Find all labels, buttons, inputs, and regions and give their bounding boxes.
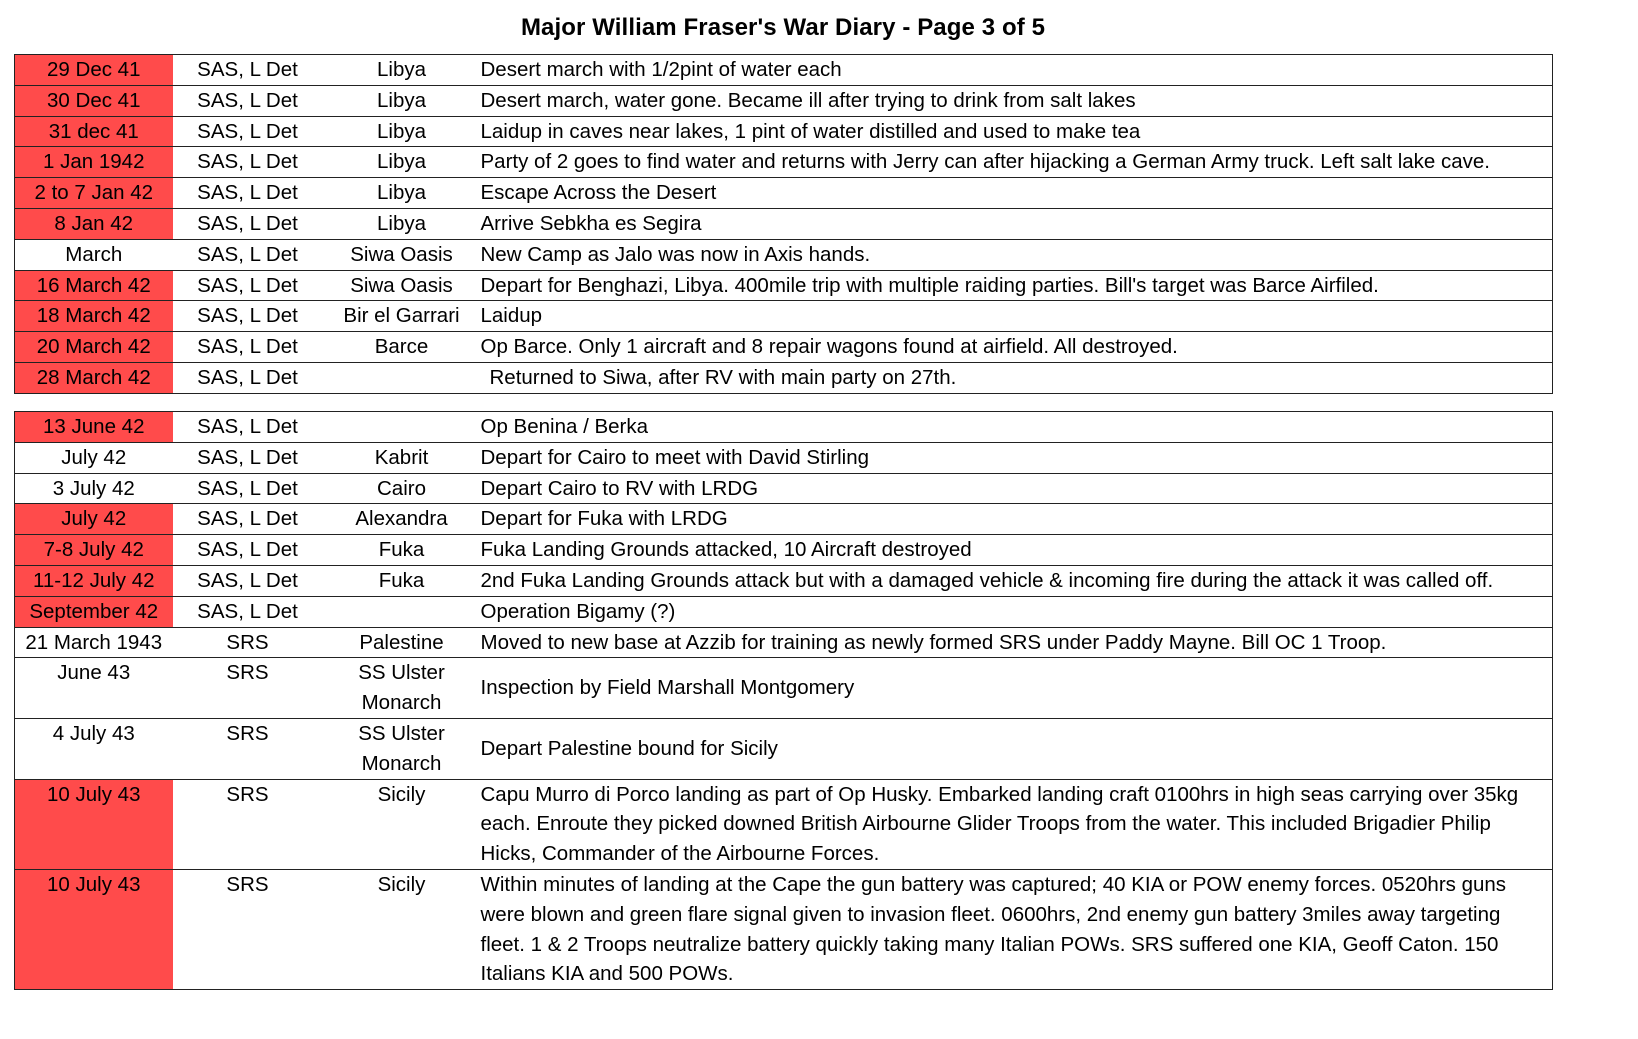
location-cell: Libya (323, 116, 481, 147)
date-cell: July 42 (15, 504, 173, 535)
description-cell: Laidup (481, 301, 1553, 332)
location-cell: Barce (323, 332, 481, 363)
description-cell: New Camp as Jalo was now in Axis hands. (481, 239, 1553, 270)
unit-cell: SRS (173, 869, 323, 989)
description-cell: Arrive Sebkha es Segira (481, 208, 1553, 239)
location-cell: Fuka (323, 565, 481, 596)
description-cell: Party of 2 goes to find water and returns with Jerry can after hijacking a German Army truck. Left salt lake cave. (481, 147, 1553, 178)
diary-row (15, 301, 1553, 332)
date-cell: 10 July 43 (15, 869, 173, 989)
diary-row (15, 596, 1553, 627)
unit-cell: SRS (173, 658, 323, 719)
diary-row (15, 332, 1553, 363)
description-cell: Depart for Cairo to meet with David Stirling (481, 442, 1553, 473)
diary-row (15, 147, 1553, 178)
location-cell: Siwa Oasis (323, 270, 481, 301)
location-cell: SS Ulster Monarch (323, 718, 481, 779)
date-cell: 8 Jan 42 (15, 208, 173, 239)
unit-cell: SAS, L Det (173, 55, 323, 86)
diary-table-section-2 (14, 411, 1553, 990)
location-cell: Fuka (323, 535, 481, 566)
description-cell: 2nd Fuka Landing Grounds attack but with a damaged vehicle & incoming fire during the attack it was called off. (481, 565, 1553, 596)
description-cell: Depart for Fuka with LRDG (481, 504, 1553, 535)
diary-row (15, 442, 1553, 473)
diary-row (15, 718, 1553, 779)
description-cell: Returned to Siwa, after RV with main party on 27th. (481, 362, 1553, 393)
description-cell: Capu Murro di Porco landing as part of Op Husky. Embarked landing craft 0100hrs in high seas carrying over 35kg each. Enroute they picked downed British Airbourne Glider Troops from the water. This included Brigadier Philip Hicks, Commander of the Airbourne Forces. (481, 779, 1553, 869)
description-cell: Depart for Benghazi, Libya. 400mile trip with multiple raiding parties. Bill's target was Barce Airfiled. (481, 270, 1553, 301)
description-cell: Fuka Landing Grounds attacked, 10 Aircraft destroyed (481, 535, 1553, 566)
date-cell: 11-12 July 42 (15, 565, 173, 596)
unit-cell: SAS, L Det (173, 239, 323, 270)
date-cell: 20 March 42 (15, 332, 173, 363)
date-cell: 7-8 July 42 (15, 535, 173, 566)
location-cell: Sicily (323, 779, 481, 869)
unit-cell: SAS, L Det (173, 565, 323, 596)
description-cell: Operation Bigamy (?) (481, 596, 1553, 627)
location-cell: Sicily (323, 869, 481, 989)
date-cell: 2 to 7 Jan 42 (15, 178, 173, 209)
description-cell: Desert march with 1/2pint of water each (481, 55, 1553, 86)
diary-row (15, 85, 1553, 116)
unit-cell: SAS, L Det (173, 473, 323, 504)
date-cell: September 42 (15, 596, 173, 627)
location-cell: Libya (323, 147, 481, 178)
description-cell: Laidup in caves near lakes, 1 pint of water distilled and used to make tea (481, 116, 1553, 147)
diary-table-section-1 (14, 54, 1553, 394)
description-cell: Depart Cairo to RV with LRDG (481, 473, 1553, 504)
diary-row (15, 116, 1553, 147)
unit-cell: SAS, L Det (173, 147, 323, 178)
location-cell: Kabrit (323, 442, 481, 473)
location-cell (323, 596, 481, 627)
diary-row (15, 504, 1553, 535)
description-cell: Moved to new base at Azzib for training as newly formed SRS under Paddy Mayne. Bill OC 1 Troop. (481, 627, 1553, 658)
date-cell: 21 March 1943 (15, 627, 173, 658)
date-cell: July 42 (15, 442, 173, 473)
diary-row (15, 362, 1553, 393)
diary-row (15, 658, 1553, 719)
location-cell: Libya (323, 55, 481, 86)
date-cell: 28 March 42 (15, 362, 173, 393)
page-title: Major William Fraser's War Diary - Page 3 of 5 (520, 14, 1046, 41)
unit-cell: SAS, L Det (173, 442, 323, 473)
date-cell: 29 Dec 41 (15, 55, 173, 86)
diary-row (15, 869, 1553, 989)
location-cell (323, 412, 481, 443)
description-cell: Op Benina / Berka (481, 412, 1553, 443)
location-cell (323, 362, 481, 393)
diary-row (15, 270, 1553, 301)
location-cell: Palestine (323, 627, 481, 658)
location-cell: SS Ulster Monarch (323, 658, 481, 719)
diary-row (15, 627, 1553, 658)
unit-cell: SAS, L Det (173, 85, 323, 116)
diary-row (15, 779, 1553, 869)
diary-row (15, 535, 1553, 566)
description-cell: Op Barce. Only 1 aircraft and 8 repair wagons found at airfield. All destroyed. (481, 332, 1553, 363)
description-cell: Desert march, water gone. Became ill after trying to drink from salt lakes (481, 85, 1553, 116)
unit-cell: SAS, L Det (173, 178, 323, 209)
description-cell: Depart Palestine bound for Sicily (481, 718, 1553, 779)
unit-cell: SAS, L Det (173, 208, 323, 239)
description-cell: Escape Across the Desert (481, 178, 1553, 209)
date-cell: June 43 (15, 658, 173, 719)
diary-row (15, 239, 1553, 270)
date-cell: March (15, 239, 173, 270)
diary-row (15, 565, 1553, 596)
description-cell: Within minutes of landing at the Cape the gun battery was captured; 40 KIA or POW enemy forces. 0520hrs guns were blown and green flare signal given to invasion fleet. 0600hrs, 2nd enemy gun battery 3miles away targeting fleet. 1 & 2 Troops neutralize battery quickly taking many Italian POWs. SRS suffered one KIA, Geoff Caton. 150 Italians KIA and 500 POWs. (481, 869, 1553, 989)
unit-cell: SAS, L Det (173, 596, 323, 627)
unit-cell: SAS, L Det (173, 362, 323, 393)
diary-row (15, 412, 1553, 443)
location-cell: Alexandra (323, 504, 481, 535)
description-cell: Inspection by Field Marshall Montgomery (481, 658, 1553, 719)
unit-cell: SAS, L Det (173, 412, 323, 443)
location-cell: Cairo (323, 473, 481, 504)
unit-cell: SRS (173, 718, 323, 779)
date-cell: 18 March 42 (15, 301, 173, 332)
unit-cell: SAS, L Det (173, 301, 323, 332)
date-cell: 31 dec 41 (15, 116, 173, 147)
unit-cell: SAS, L Det (173, 270, 323, 301)
diary-row (15, 178, 1553, 209)
diary-row (15, 208, 1553, 239)
location-cell: Libya (323, 208, 481, 239)
date-cell: 16 March 42 (15, 270, 173, 301)
date-cell: 1 Jan 1942 (15, 147, 173, 178)
unit-cell: SAS, L Det (173, 504, 323, 535)
unit-cell: SRS (173, 779, 323, 869)
date-cell: 10 July 43 (15, 779, 173, 869)
date-cell: 4 July 43 (15, 718, 173, 779)
diary-row (15, 55, 1553, 86)
date-cell: 3 July 42 (15, 473, 173, 504)
location-cell: Bir el Garrari (323, 301, 481, 332)
unit-cell: SAS, L Det (173, 535, 323, 566)
unit-cell: SAS, L Det (173, 332, 323, 363)
location-cell: Siwa Oasis (323, 239, 481, 270)
unit-cell: SRS (173, 627, 323, 658)
location-cell: Libya (323, 85, 481, 116)
diary-row (15, 473, 1553, 504)
location-cell: Libya (323, 178, 481, 209)
date-cell: 13 June 42 (15, 412, 173, 443)
unit-cell: SAS, L Det (173, 116, 323, 147)
date-cell: 30 Dec 41 (15, 85, 173, 116)
